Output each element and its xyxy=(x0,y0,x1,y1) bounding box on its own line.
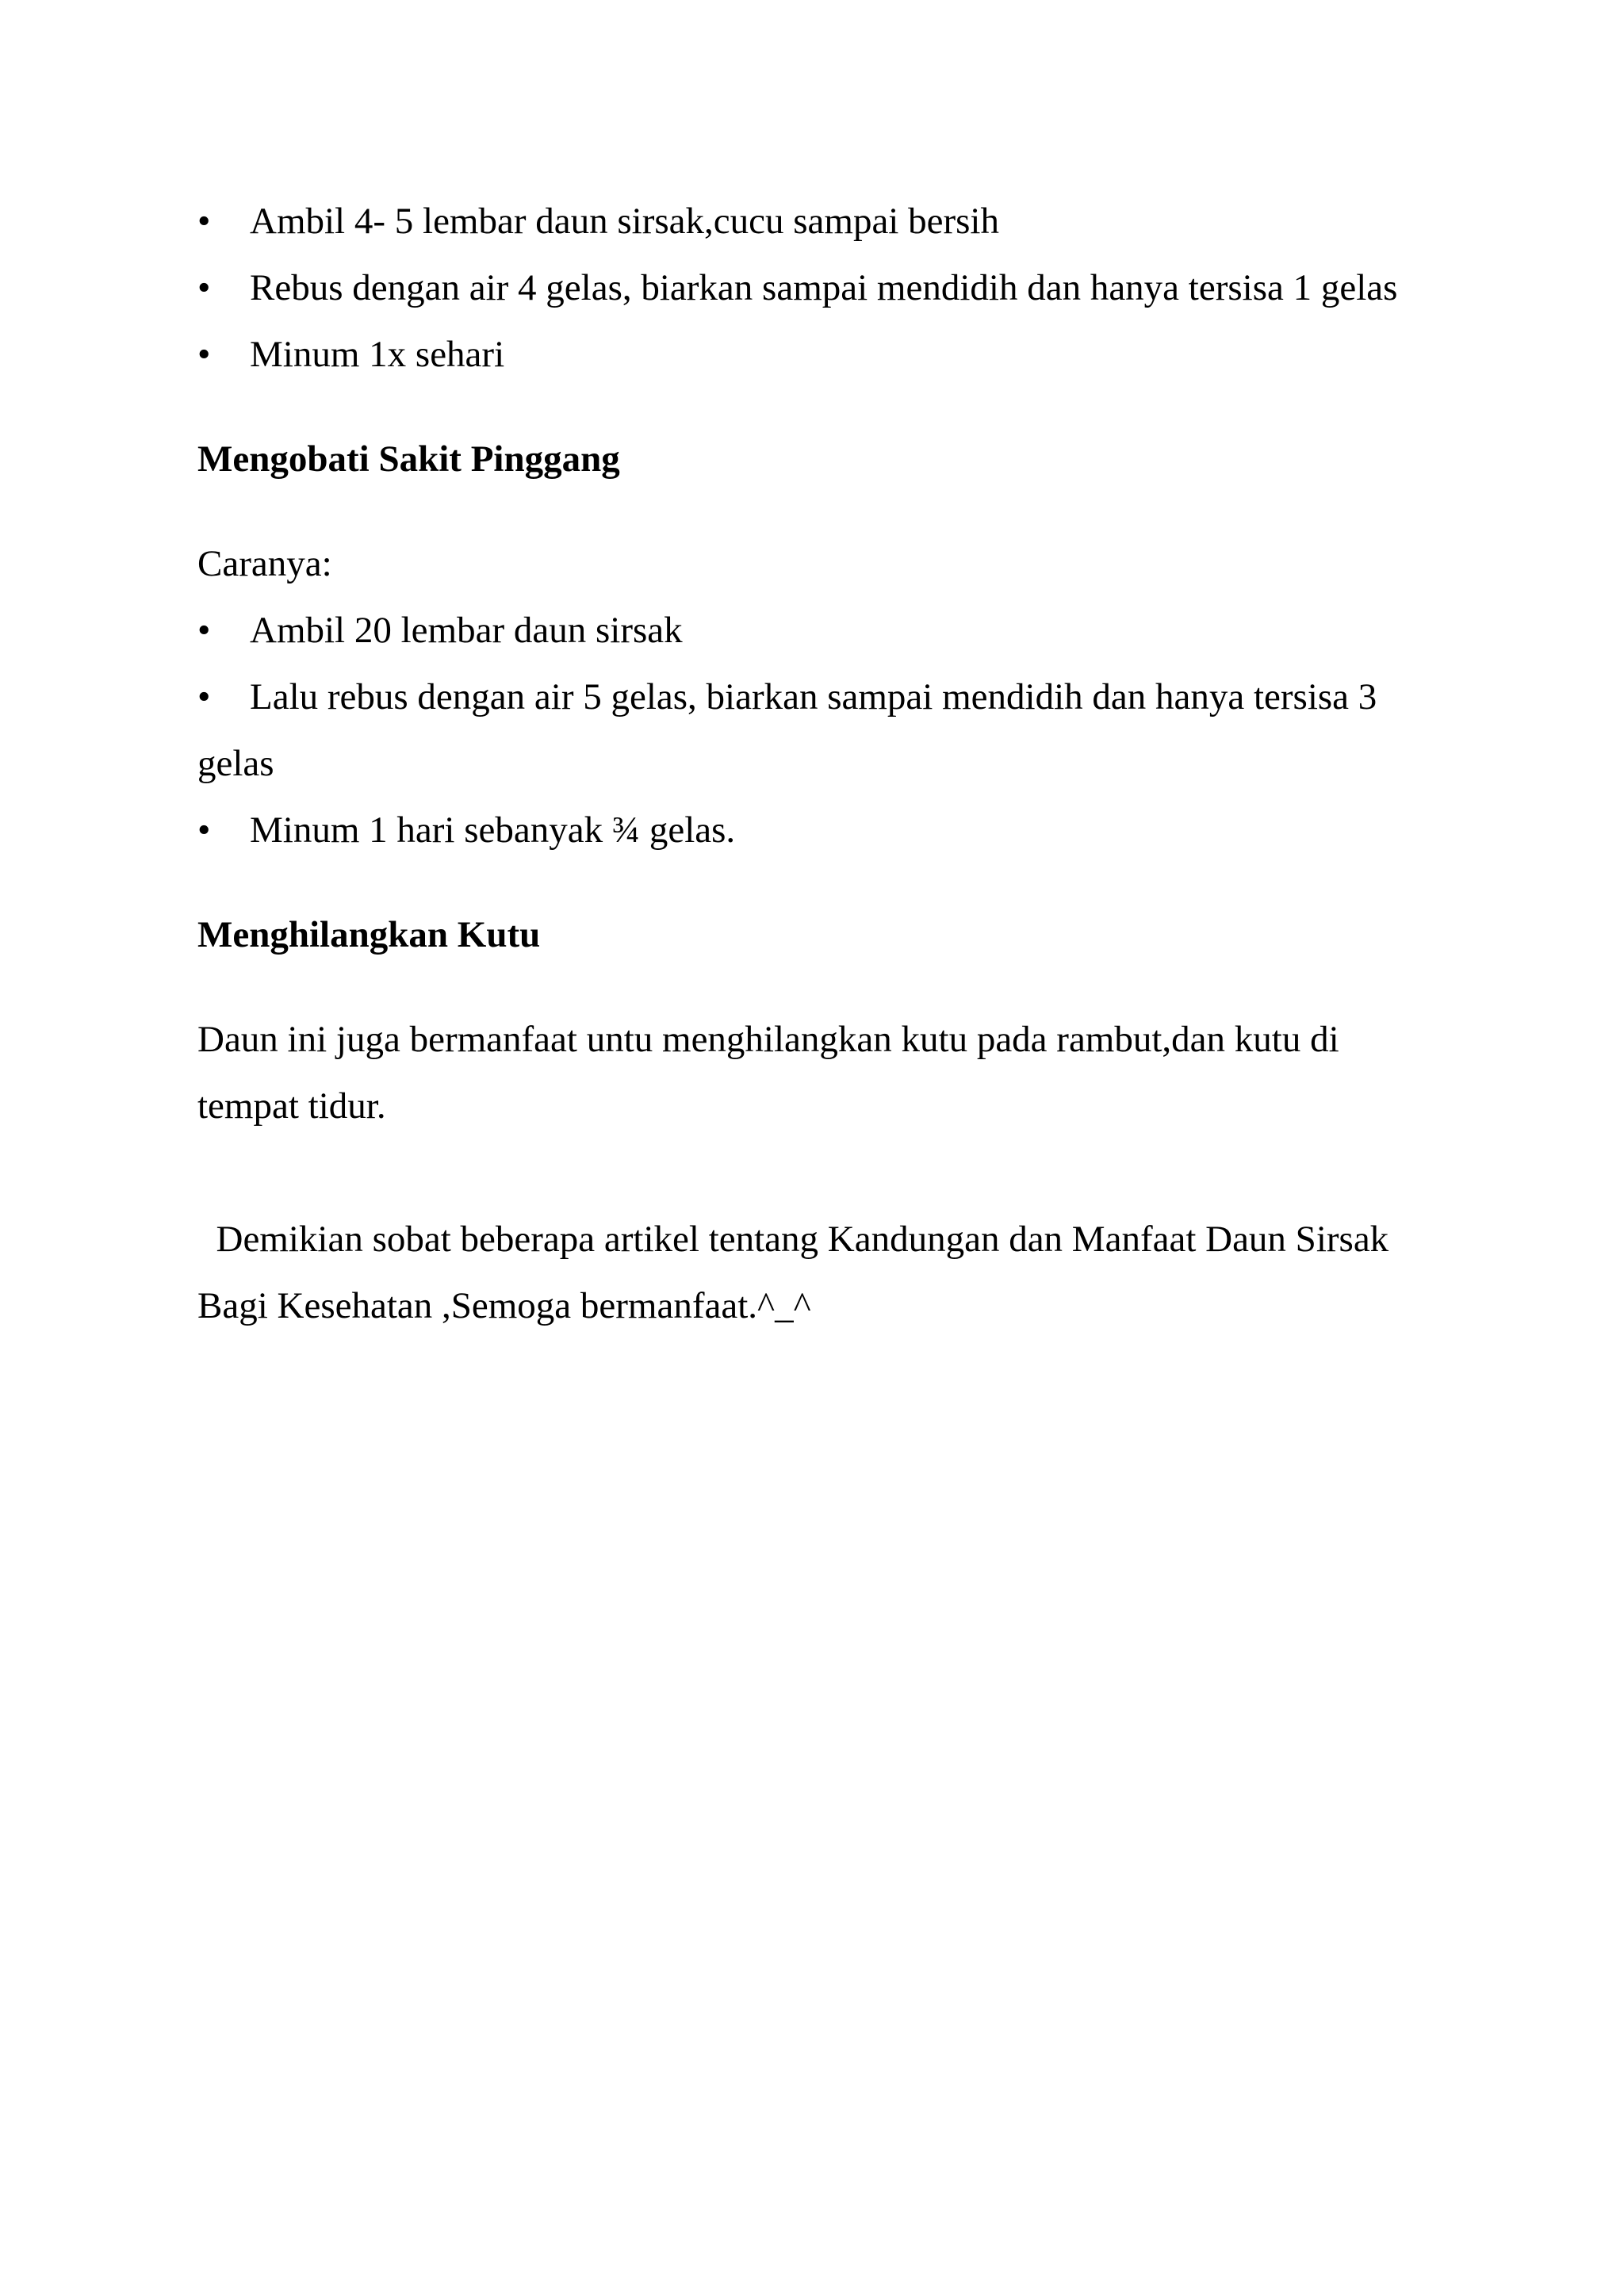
list-item-text: Lalu rebus dengan air 5 gelas, biarkan sampai mendidih dan hanya tersisa 3 xyxy=(250,676,1377,718)
bullet: • xyxy=(197,610,211,651)
list-item-continuation: gelas xyxy=(197,743,274,784)
list-item xyxy=(197,597,683,664)
paragraph-line: tempat tidur. xyxy=(197,1085,386,1127)
bullet: • xyxy=(197,201,211,242)
list-item-text: Rebus dengan air 4 gelas, biarkan sampai mendidih dan hanya tersisa 1 gelas xyxy=(250,267,1398,308)
list-item xyxy=(197,188,999,254)
section-heading-kutu: Menghilangkan Kutu xyxy=(197,914,541,955)
closing-line: Bagi Kesehatan ,Semoga bermanfaat.^_^ xyxy=(197,1285,811,1326)
list-item-text: Ambil 4- 5 lembar daun sirsak,cucu sampai bersih xyxy=(250,201,999,242)
list-item xyxy=(197,664,1377,730)
list-item xyxy=(197,254,1397,321)
intro-text: Caranya: xyxy=(197,543,332,584)
list-item-text: Minum 1 hari sebanyak ¾ gelas. xyxy=(250,809,736,851)
closing-line: Demikian sobat beberapa artikel tentang Kandungan dan Manfaat Daun Sirsak xyxy=(197,1219,1389,1260)
bullet: • xyxy=(197,267,211,308)
list-item xyxy=(197,797,735,863)
list-item-text: Ambil 20 lembar daun sirsak xyxy=(250,610,683,651)
list-item-text: Minum 1x sehari xyxy=(250,334,505,375)
list-item xyxy=(197,321,504,388)
section-heading-pinggang: Mengobati Sakit Pinggang xyxy=(197,438,620,480)
bullet: • xyxy=(197,334,211,375)
bullet: • xyxy=(197,676,211,718)
bullet: • xyxy=(197,809,211,851)
paragraph-line: Daun ini juga bermanfaat untu menghilangkan kutu pada rambut,dan kutu di xyxy=(197,1019,1339,1060)
